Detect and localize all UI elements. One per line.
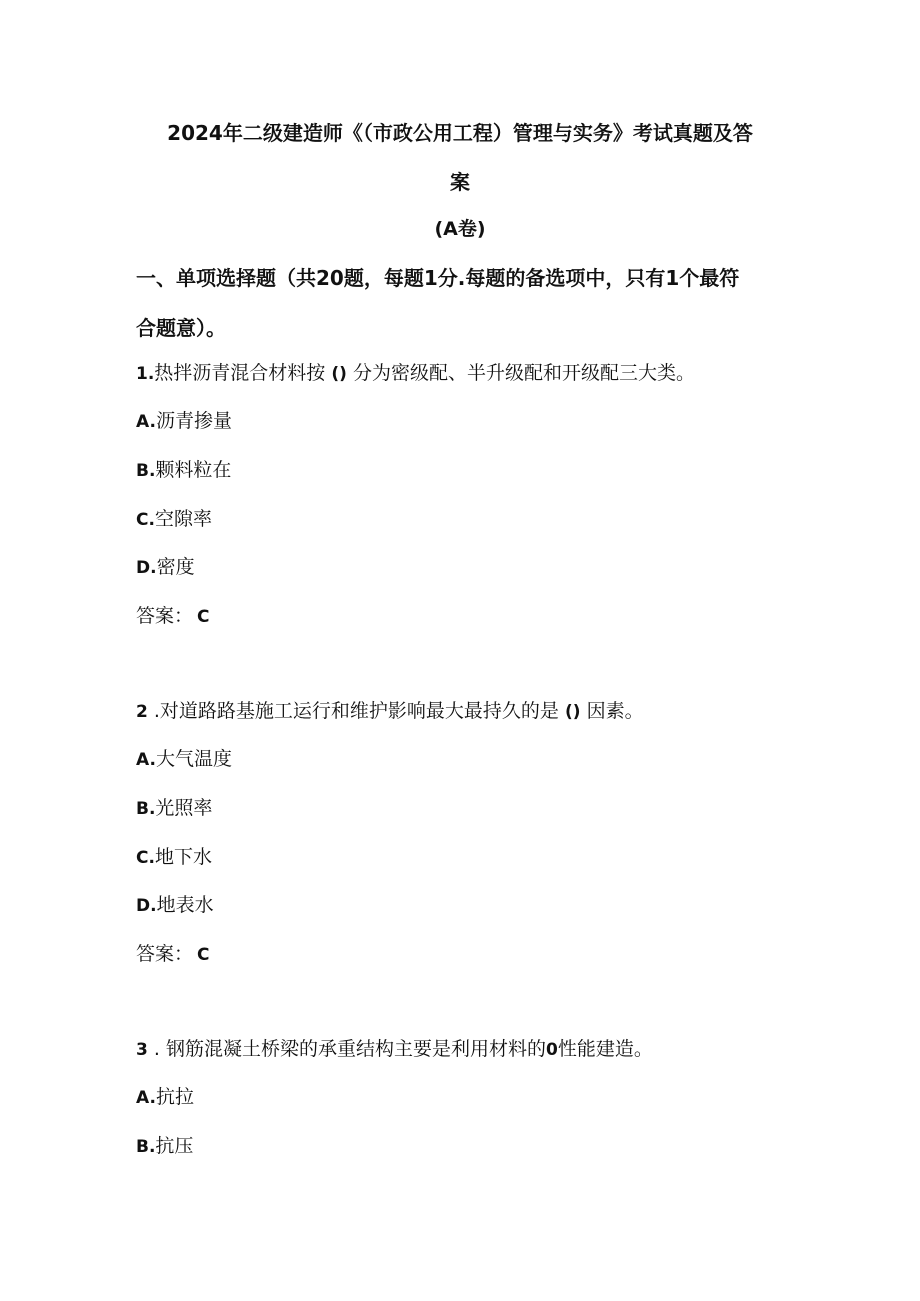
question-number: 3 xyxy=(136,1040,148,1060)
question-1-option-c xyxy=(136,507,212,532)
answer-label: 答案： xyxy=(136,943,194,965)
option-label: B. xyxy=(136,461,156,481)
option-label: A. xyxy=(136,1088,156,1108)
question-text: 热拌沥青混合材料按 xyxy=(154,362,326,384)
question-2-option-a xyxy=(136,747,232,772)
option-text: 大气温度 xyxy=(155,748,232,770)
document-title-continuation: 案 xyxy=(450,170,470,194)
question-1-stem xyxy=(136,361,695,386)
question-1-option-b xyxy=(136,458,231,483)
section-heading-continuation: 合题意）。 xyxy=(136,316,226,340)
option-label: C. xyxy=(136,510,155,530)
option-label: B. xyxy=(136,799,156,819)
option-text: 抗压 xyxy=(155,1135,194,1157)
option-text: 抗拉 xyxy=(155,1086,194,1108)
question-2-answer xyxy=(136,942,210,967)
question-1-option-d xyxy=(136,555,195,580)
question-2-option-b xyxy=(136,796,212,821)
question-3-option-b xyxy=(136,1134,193,1159)
option-label: D. xyxy=(136,558,157,578)
question-2-option-d xyxy=(136,893,214,918)
question-2-stem xyxy=(136,699,644,724)
question-text: . 钢筋混凝土桥梁的承重结构主要是利用材料的 xyxy=(153,1038,546,1060)
option-text: 密度 xyxy=(156,556,195,578)
question-blank: () xyxy=(331,364,347,384)
section-heading: 一、单项选择题（共20题，每题1分.每题的备选项中，只有1个最符 xyxy=(136,266,740,290)
question-3-option-a xyxy=(136,1085,194,1110)
option-label: A. xyxy=(136,412,156,432)
question-number: 2 xyxy=(136,702,148,722)
option-label: D. xyxy=(136,896,157,916)
question-text-end: 因素。 xyxy=(586,700,644,722)
answer-value: C xyxy=(197,607,210,627)
document-title: 2024年二级建造师《（市政公用工程）管理与实务》考试真题及答 xyxy=(167,121,753,145)
question-1-answer xyxy=(136,604,210,629)
option-text: 颗料粒在 xyxy=(155,459,232,481)
option-text: 光照率 xyxy=(155,797,213,819)
option-label: A. xyxy=(136,750,156,770)
question-3-stem xyxy=(136,1037,653,1062)
question-text: .对道路路基施工运行和维护影响最大最持久的是 xyxy=(153,700,559,722)
question-blank: 0 xyxy=(545,1040,558,1060)
document-subtitle: (A卷) xyxy=(434,218,486,240)
answer-value: C xyxy=(197,945,210,965)
option-text: 沥青掺量 xyxy=(155,410,232,432)
question-number: 1. xyxy=(136,364,155,384)
option-text: 地下水 xyxy=(154,846,212,868)
question-blank: () xyxy=(564,702,581,722)
question-1-option-a xyxy=(136,409,232,434)
question-text-end: 性能建造。 xyxy=(557,1038,653,1060)
question-2-option-c xyxy=(136,845,212,870)
option-label: B. xyxy=(136,1137,156,1157)
option-text: 空隙率 xyxy=(154,508,212,530)
question-text-end: 分为密级配、半升级配和开级配三大类。 xyxy=(352,362,695,384)
option-text: 地表水 xyxy=(156,894,214,916)
answer-label: 答案： xyxy=(136,605,194,627)
option-label: C. xyxy=(136,848,155,868)
